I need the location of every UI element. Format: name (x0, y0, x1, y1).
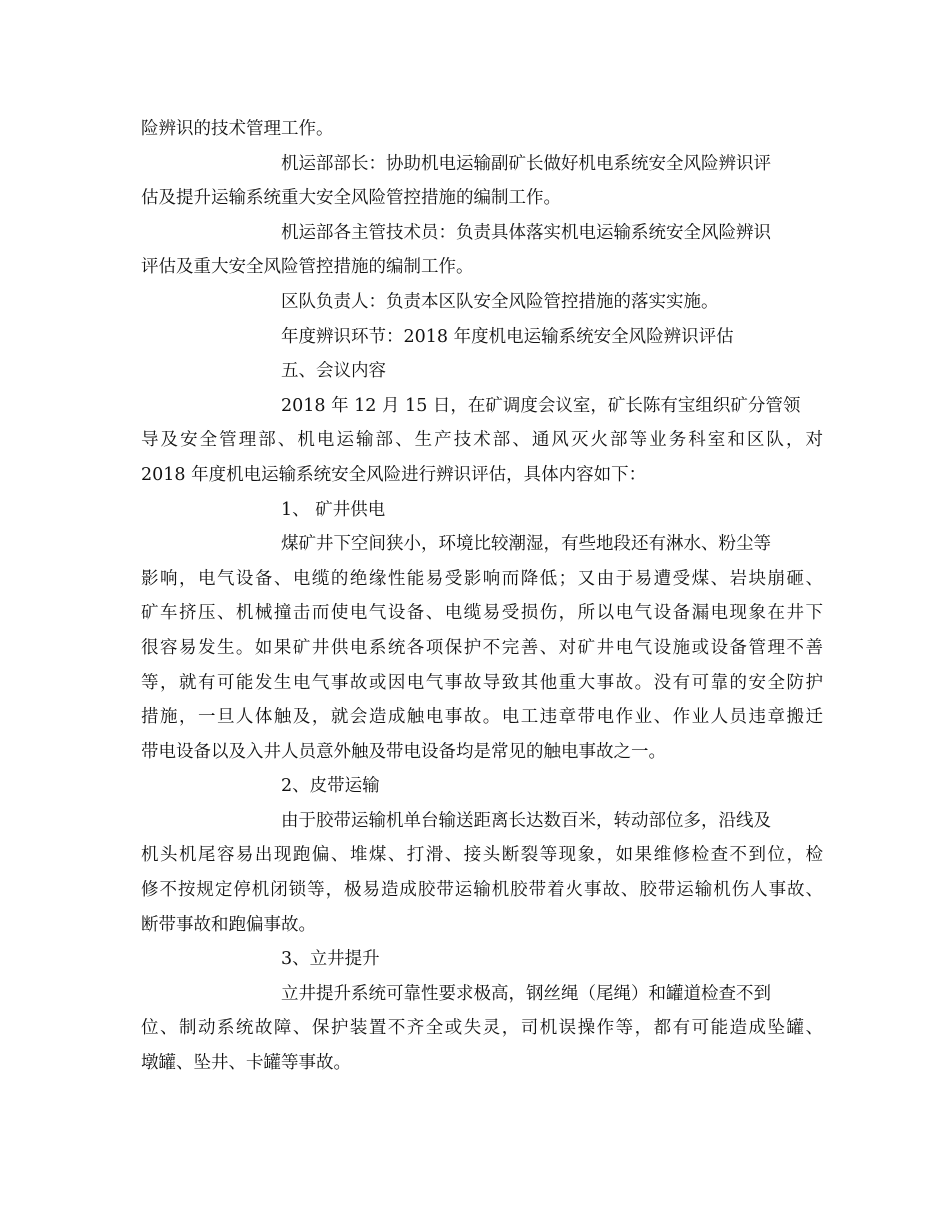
text-line: 立井提升系统可靠性要求极高，钢丝绳（尾绳）和罐道检查不到 (281, 983, 771, 1004)
text-line: 等，就有可能发生电气事故或因电气事故导致其他重大事故。没有可靠的安全防护 (141, 672, 823, 693)
text-line: 2018 年度机电运输系统安全风险进行辨识评估，具体内容如下： (141, 464, 647, 485)
text-line: 带电设备以及入井人员意外触及带电设备均是常见的触电事故之一。 (141, 741, 666, 762)
text-line: 险辨识的技术管理工作。 (141, 119, 334, 139)
text-line: 导及安全管理部、机电运输部、生产技术部、通风灭火部等业务科室和区队，对 (141, 430, 823, 451)
text-line: 区队负责人：负责本区队安全风险管控措施的落实实施。 (281, 291, 719, 312)
document-page (141, 116, 823, 1085)
text-line: 五、会议内容 (281, 361, 386, 382)
text-line: 机运部各主管技术员：负责具体落实机电运输系统安全风险辨识 (281, 222, 771, 243)
text-line: 评估及重大安全风险管控措施的编制工作。 (141, 257, 474, 278)
text-line: 2、皮带运输 (281, 776, 380, 797)
text-line: 机头机尾容易出现跑偏、堆煤、打滑、接头断裂等现象，如果维修检查不到位，检 (141, 845, 823, 866)
text-line: 很容易发生。如果矿井供电系统各项保护不完善、对矿井电气设施或设备管理不善 (141, 637, 823, 658)
text-line: 矿车挤压、机械撞击而使电气设备、电缆易受损伤，所以电气设备漏电现象在井下 (141, 603, 823, 624)
text-line: 机运部部长：协助机电运输副矿长做好机电系统安全风险辨识评 (281, 153, 771, 174)
text-line: 估及提升运输系统重大安全风险管控措施的编制工作。 (141, 188, 561, 209)
text-line: 由于胶带运输机单台输送距离长达数百米，转动部位多，沿线及 (281, 810, 771, 831)
text-line: 墩罐、坠井、卡罐等事故。 (141, 1053, 351, 1074)
text-line: 影响，电气设备、电缆的绝缘性能易受影响而降低；又由于易遭受煤、岩块崩砸、 (141, 568, 823, 589)
text-line: 3、立井提升 (281, 949, 380, 970)
text-line: 位、制动系统故障、保护装置不齐全或失灵，司机误操作等，都有可能造成坠罐、 (141, 1018, 823, 1039)
text-line: 修不按规定停机闭锁等，极易造成胶带运输机胶带着火事故、胶带运输机伤人事故、 (141, 880, 823, 901)
text-line: 煤矿井下空间狭小，环境比较潮湿，有些地段还有淋水、粉尘等 (281, 534, 771, 555)
text-line: 措施，一旦人体触及，就会造成触电事故。电工违章带电作业、作业人员违章搬迁 (141, 707, 823, 728)
text-line: 1、 矿井供电 (281, 499, 386, 520)
text-line: 断带事故和跑偏事故。 (141, 914, 316, 935)
text-line: 年度辨识环节：2018 年度机电运输系统安全风险辨识评估 (281, 326, 734, 347)
text-line: 2018 年 12 月 15 日，在矿调度会议室，矿长陈有宝组织矿分管领 (281, 395, 801, 416)
